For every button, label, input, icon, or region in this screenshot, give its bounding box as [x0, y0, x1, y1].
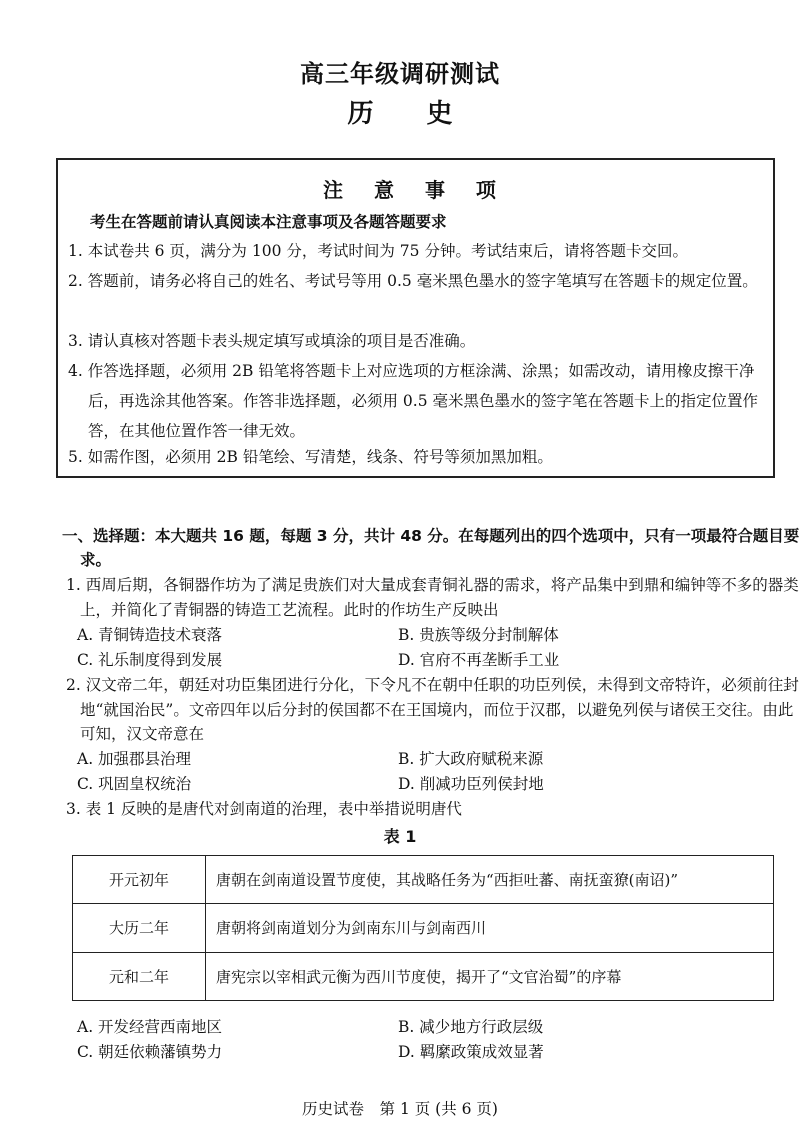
- question-3-option-d: D. 羁縻政策成效显著: [398, 1043, 544, 1061]
- era-table: [72, 855, 774, 1001]
- question-1-option-c: C. 礼乐制度得到发展: [77, 651, 223, 669]
- table-cell-event: 唐宪宗以宰相武元衡为西川节度使，揭开了“文官治蜀”的序幕: [206, 952, 774, 1000]
- table-cell-year: 元和二年: [73, 952, 206, 1000]
- question-1-option-a: A. 青铜铸造技术衰落: [77, 626, 223, 644]
- question-3-stem: 3. 表 1 反映的是唐代对剑南道的治理，表中举措说明唐代: [66, 800, 462, 818]
- table-cell-event: 唐朝在剑南道设置节度使，其战略任务为“西拒吐蕃、南抚蛮獠(南诏)”: [206, 856, 774, 904]
- notice-box: [56, 158, 775, 478]
- question-2-option-c: C. 巩固皇权统治: [77, 775, 192, 793]
- question-3-option-a: A. 开发经营西南地区: [77, 1018, 223, 1036]
- notice-item: 1. 本试卷共 6 页，满分为 100 分，考试时间为 75 分钟。考试结束后，请将答题卡交回。: [68, 242, 688, 260]
- question-1-stem: 1. 西周后期，各铜器作坊为了满足贵族们对大量成套青铜礼器的需求，将产品集中到鼎和编钟等不多的器类上，并简化了青铜器的铸造工艺流程。此时的作坊生产反映出: [66, 576, 799, 619]
- table-cell-event: 唐朝将剑南道划分为剑南东川与剑南西川: [206, 904, 774, 952]
- question-2-option-a: A. 加强郡县治理: [77, 750, 192, 768]
- question-2-option-b: B. 扩大政府赋税来源: [398, 750, 544, 768]
- table-cell-year: 大历二年: [73, 904, 206, 952]
- notice-intro: 考生在答题前请认真阅读本注意事项及各题答题要求: [90, 213, 447, 231]
- table-caption: 表 1: [383, 827, 417, 846]
- table-row: [73, 952, 774, 1000]
- table-row: [73, 856, 774, 904]
- question-2-option-d: D. 削减功臣列侯封地: [398, 775, 544, 793]
- question-2-stem: 2. 汉文帝二年，朝廷对功臣集团进行分化，下令凡不在朝中任职的功臣列侯，未得到文帝特许，必须前往封地“就国治民”。文帝四年以后分封的侯国都不在王国境内，而位于汉郡，以避免列侯与诸侯王交往。由此可知，汉文帝意在: [66, 676, 799, 743]
- question-1-option-b: B. 贵族等级分封制解体: [398, 626, 559, 644]
- notice-item: 4. 作答选择题，必须用 2B 铅笔将答题卡上对应选项的方框涂满、涂黑；如需改动，请用橡皮擦干净后，再选涂其他答案。作答非选择题，必须用 0.5 毫米黑色墨水的签字笔在答题卡上的指定位置作答，在其他位置作答一律无效。: [68, 362, 759, 440]
- table-row: [73, 904, 774, 952]
- exam-title: 高三年级调研测试: [300, 60, 500, 88]
- question-3-option-c: C. 朝廷依赖藩镇势力: [77, 1043, 223, 1061]
- subject-title: 历 史: [347, 99, 475, 129]
- notice-heading: 注 意 事 项: [323, 178, 508, 202]
- page-footer: 历史试卷 第 1 页 (共 6 页): [302, 1100, 498, 1118]
- question-3-option-b: B. 减少地方行政层级: [398, 1018, 544, 1036]
- section-heading: 一、选择题：本大题共 16 题，每题 3 分，共计 48 分。在每题列出的四个选项中，只有一项最符合题目要求。: [62, 527, 800, 569]
- notice-item: 2. 答题前，请务必将自己的姓名、考试号等用 0.5 毫米黑色墨水的签字笔填写在答题卡的规定位置。: [68, 272, 758, 290]
- question-1-option-d: D. 官府不再垄断手工业: [398, 651, 560, 669]
- notice-item: 3. 请认真核对答题卡表头规定填写或填涂的项目是否准确。: [68, 332, 476, 350]
- notice-item: 5. 如需作图，必须用 2B 铅笔绘、写清楚，线条、符号等须加黑加粗。: [68, 448, 553, 466]
- table-cell-year: 开元初年: [73, 856, 206, 904]
